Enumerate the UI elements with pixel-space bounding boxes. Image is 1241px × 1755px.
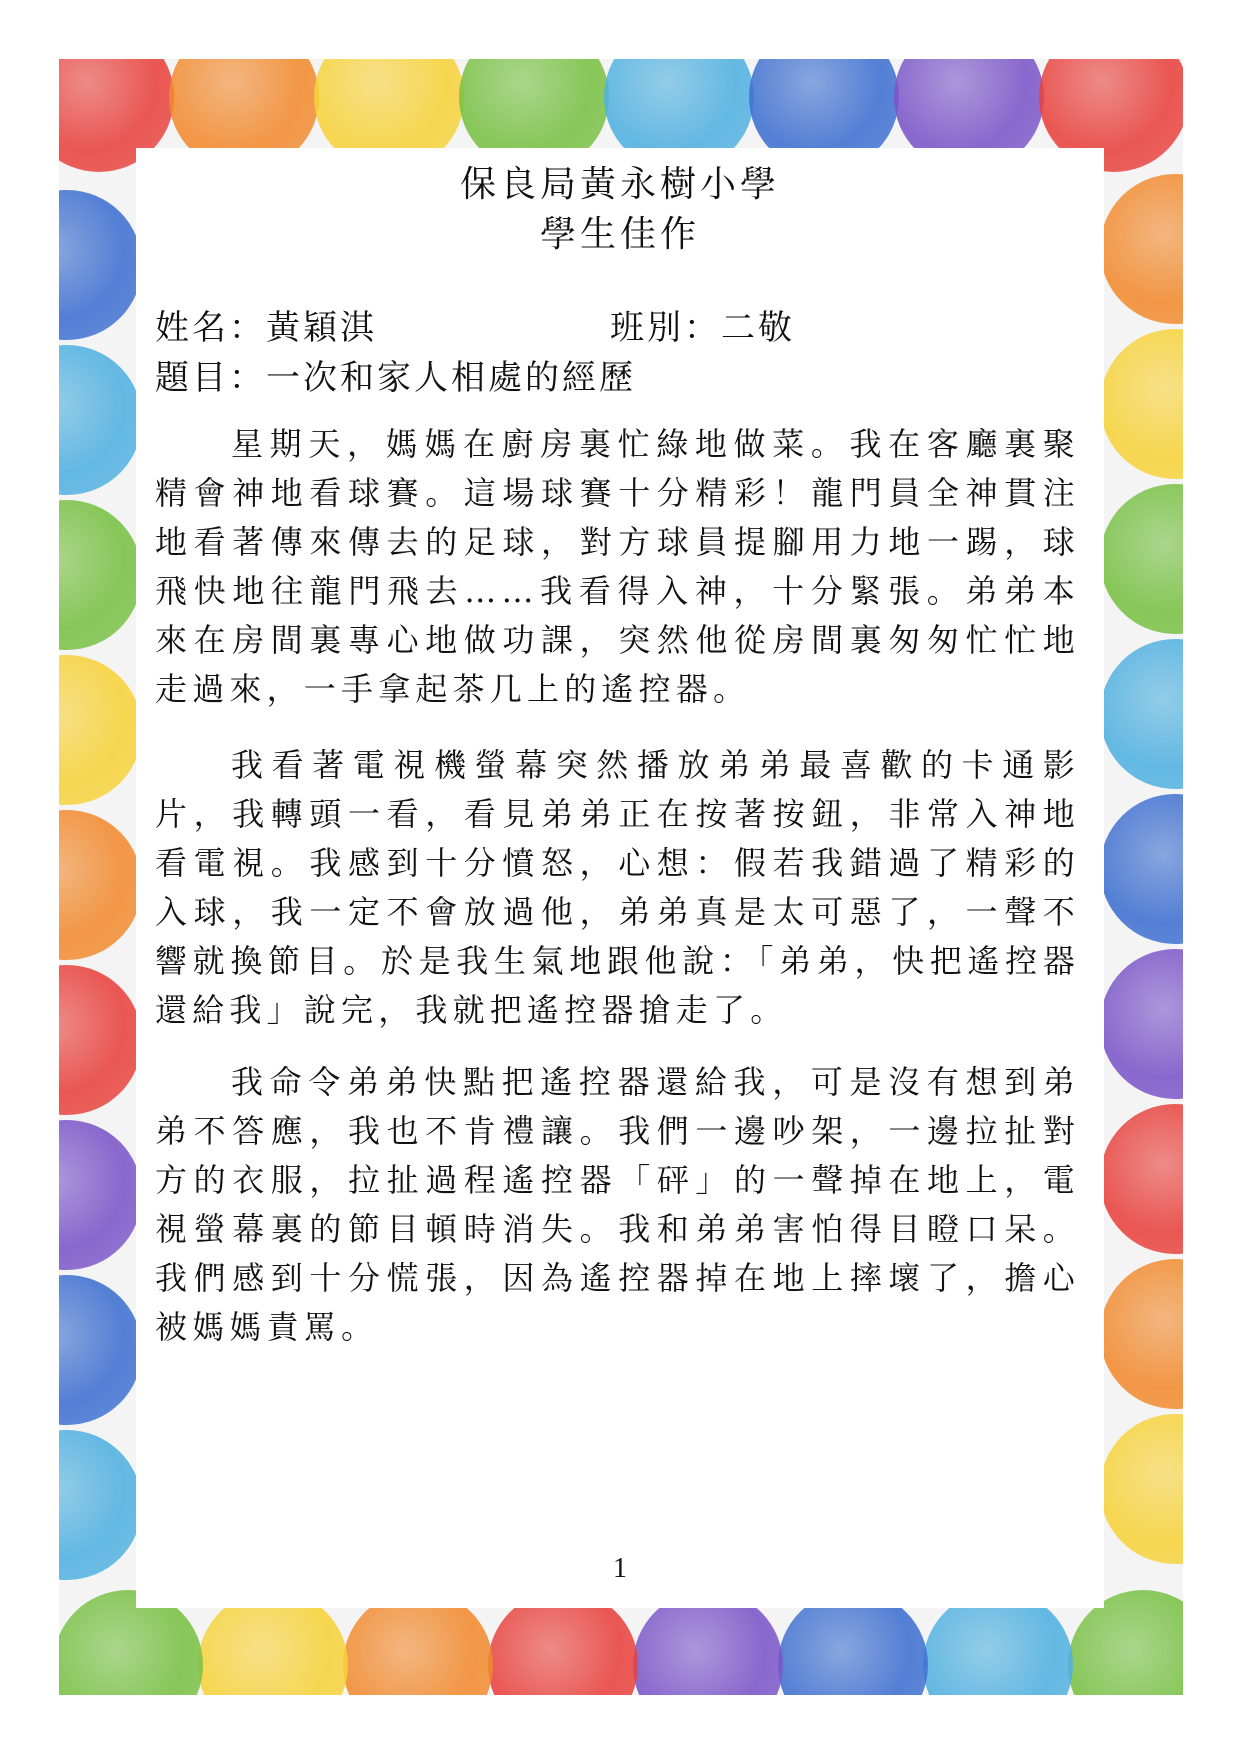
border-dot: [1100, 949, 1183, 1099]
border-dot: [59, 1275, 142, 1425]
border-dot: [59, 190, 142, 340]
essay-topic: 題目：一次和家人相處的經歷: [155, 358, 636, 398]
student-class: 班別：二敬: [610, 308, 795, 348]
border-dot: [1100, 174, 1183, 324]
student-name: 姓名：黃穎淇: [155, 308, 377, 348]
border-dot: [59, 655, 142, 805]
essay-page: [136, 148, 1104, 1608]
border-dot: [59, 810, 142, 960]
border-dot: [1100, 1259, 1183, 1409]
essay-paragraph-2: 我看著電視機螢幕突然播放弟弟最喜歡的卡通影片，我轉頭一看，看見弟弟正在按著按鈕，非常入神地看電視。我感到十分憤怒，心想：假若我錯過了精彩的入球，我一定不會放過他，弟弟真是太可惡了，一聲不響就換節目。於是我生氣地跟他說：「弟弟，快把遙控器還給我」說完，我就把遙控器搶走了。: [155, 746, 1080, 1029]
border-dot: [1100, 329, 1183, 479]
border-dot: [1100, 1104, 1183, 1254]
school-name: 保良局黃永樹小學: [459, 164, 780, 205]
border-dot: [59, 1120, 142, 1270]
essay-paragraph-1: 星期天，媽媽在廚房裏忙綠地做菜。我在客廳裏聚精會神地看球賽。這場球賽十分精彩！龍門員全神貫注地看著傳來傳去的足球，對方球員提腳用力地一踢，球飛快地往龍門飛去……我看得入神，十分緊張。弟弟本來在房間裏專心地做功課，突然他從房間裏匆匆忙忙地走過來，一手拿起茶几上的遙控器。: [155, 425, 1080, 708]
page-subtitle: 學生佳作: [539, 214, 700, 255]
border-dot: [1100, 639, 1183, 789]
border-dot: [59, 345, 142, 495]
page-number: 1: [613, 1553, 627, 1584]
border-dot: [59, 500, 142, 650]
border-dot: [1100, 794, 1183, 944]
border-dot: [59, 965, 142, 1115]
border-dot: [1100, 1414, 1183, 1564]
border-dot: [59, 1430, 142, 1580]
essay-paragraph-3: 我命令弟弟快點把遙控器還給我，可是沒有想到弟弟不答應，我也不肯禮讓。我們一邊吵架，一邊拉扯對方的衣服，拉扯過程遙控器「砰」的一聲掉在地上，電視螢幕裏的節目頓時消失。我和弟弟害怕得目瞪口呆。我們感到十分慌張，因為遙控器掉在地上摔壞了，擔心被媽媽責罵。: [155, 1063, 1080, 1346]
border-dot: [1100, 484, 1183, 634]
